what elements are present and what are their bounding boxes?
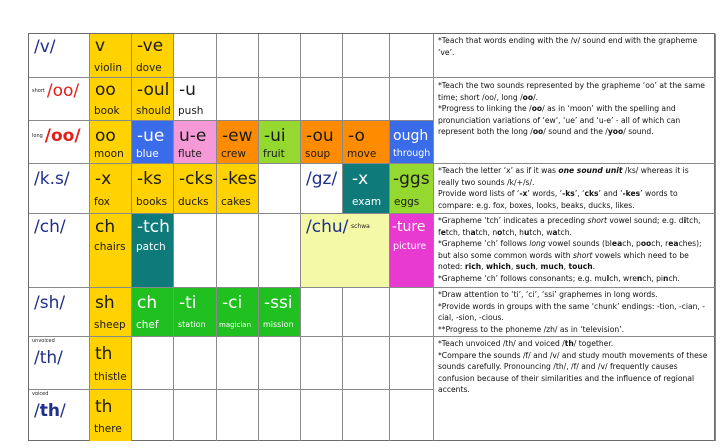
- sound-cell-ks: [29, 164, 90, 214]
- empty-cell: [301, 390, 343, 441]
- sound-label: /ch/: [34, 217, 66, 237]
- example-word: fruit: [263, 148, 285, 160]
- example-word: moon: [94, 148, 124, 160]
- empty-cell: [174, 34, 217, 78]
- example-word: exam: [352, 196, 382, 208]
- empty-cell: [301, 288, 343, 337]
- grapheme-cell: [174, 164, 217, 214]
- teaching-note: *Teach unvoiced /th/ and voiced /th/ together. *Compare the sounds /f/ and /v/ and study mouth movements of these sounds carefully. Pronouncing /th/, /f/ and /v/ frequently causes confusion because of their similarities and the influence of regional accents.: [438, 339, 708, 395]
- grapheme-cell: [174, 78, 217, 121]
- alt-sound-cell: [301, 214, 390, 288]
- empty-cell: [132, 337, 174, 390]
- sound-tag: unvoiced: [32, 338, 55, 344]
- grapheme: sh: [95, 293, 115, 313]
- example-word: ducks: [178, 196, 209, 208]
- sound-cell-sh: [29, 288, 90, 337]
- sound-tag: voiced: [32, 391, 49, 397]
- empty-cell: [301, 78, 343, 121]
- grapheme-cell: [132, 78, 174, 121]
- grapheme: th: [95, 397, 113, 417]
- empty-cell: [259, 164, 301, 214]
- notes-cell: [434, 34, 716, 78]
- grapheme-cell: [90, 164, 132, 214]
- grapheme-cell: [301, 121, 343, 164]
- grapheme: oo: [95, 80, 116, 100]
- grapheme-cell: [217, 288, 259, 337]
- sound-label: /th/: [34, 348, 63, 368]
- sound-cell-th-voiced: [29, 390, 90, 441]
- grapheme-cell: [390, 121, 434, 164]
- example-word: cakes: [221, 196, 251, 208]
- grapheme: th: [95, 344, 113, 364]
- empty-cell: [217, 337, 259, 390]
- empty-cell: [217, 214, 259, 288]
- grapheme: -cks: [179, 169, 214, 189]
- empty-cell: [174, 390, 217, 441]
- grapheme: -ew: [222, 126, 253, 146]
- phoneme-voiced: th: [39, 401, 60, 421]
- grapheme: -ssi: [264, 293, 293, 313]
- sound-tag: short: [32, 88, 45, 94]
- sound-cell-short-oo: [29, 78, 90, 121]
- empty-cell: [343, 288, 390, 337]
- grapheme: ch: [95, 217, 116, 237]
- grapheme: -u: [179, 80, 196, 100]
- empty-cell: [343, 337, 390, 390]
- example-word: chairs: [94, 241, 126, 253]
- phoneme: /oo/: [44, 126, 81, 146]
- grapheme: oo: [95, 126, 116, 146]
- grapheme: -tch: [137, 217, 170, 237]
- empty-cell: [259, 214, 301, 288]
- teaching-note: *Teach the letter ‘x’ as if it was one sound unit /ks/ whereas it is really two sounds /k/+/s/. Provide word lists of ‘-x’ words, ‘-ks’, ‘cks’ and ‘-kes’ words to compare: e.g. fox, boxes, looks, beaks, ducks, likes.: [438, 166, 689, 210]
- example-word: magician: [219, 321, 252, 329]
- example-word: thistle: [94, 371, 127, 383]
- grapheme-cell: [259, 288, 301, 337]
- example-word: there: [94, 423, 122, 435]
- empty-cell: [343, 78, 390, 121]
- empty-cell: [390, 34, 434, 78]
- sound-label: [34, 401, 66, 421]
- alt-sound-label: /gz/: [306, 169, 338, 189]
- alt-sound-label: /chu/: [306, 217, 349, 237]
- grapheme-cell: [90, 34, 132, 78]
- grapheme: ough: [393, 128, 429, 144]
- sound-cell-th-unvoiced: [29, 337, 90, 390]
- grapheme: -ggs: [393, 169, 430, 189]
- grapheme-cell: [343, 164, 390, 214]
- notes-cell: [434, 78, 716, 164]
- grapheme-cell: [90, 288, 132, 337]
- example-word: fox: [94, 196, 111, 208]
- empty-cell: [301, 337, 343, 390]
- grapheme-cell: [132, 121, 174, 164]
- grapheme-cell: [132, 34, 174, 78]
- empty-cell: [217, 390, 259, 441]
- grapheme-cell: [343, 121, 390, 164]
- grapheme-cell: [90, 214, 132, 288]
- empty-cell: [259, 337, 301, 390]
- sound-label: /k.s/: [34, 169, 70, 189]
- grapheme-cell: [132, 164, 174, 214]
- grapheme: -kes: [222, 169, 257, 189]
- notes-cell: [434, 214, 716, 288]
- phoneme: /: [34, 401, 40, 421]
- teaching-note: *Grapheme ‘tch’ indicates a preceding short vowel sound; e.g. ditch, fetch, thatch, notch, hutch, watch. *Grapheme ‘ch’ follows long vowel sounds (bleach, pooch, reaches); but also some common words with short vowels which need to be noted: rich, which, such, much, touch. *Grapheme ‘ch’ follows consonants; e.g. mulch, wrench, pinch.: [438, 216, 702, 283]
- empty-cell: [390, 390, 434, 441]
- empty-cell: [217, 34, 259, 78]
- sound-label: /v/: [34, 37, 56, 57]
- teaching-note: *Teach that words ending with the /v/ sound end with the grapheme ‘ve’.: [438, 36, 698, 57]
- sound-label: /sh/: [34, 293, 66, 313]
- grapheme-cell: [90, 78, 132, 121]
- grapheme: -ti: [179, 293, 197, 313]
- example-word: soup: [305, 148, 331, 160]
- grapheme-cell: [217, 121, 259, 164]
- example-word: push: [178, 105, 204, 117]
- grapheme-cell: [90, 337, 132, 390]
- example-word: books: [136, 196, 168, 208]
- example-word: flute: [178, 148, 202, 160]
- grapheme: -ve: [137, 36, 164, 56]
- example-word: chef: [136, 319, 159, 331]
- notes-cell: [434, 288, 716, 337]
- empty-cell: [259, 78, 301, 121]
- example-word: patch: [136, 241, 166, 253]
- empty-cell: [390, 288, 434, 337]
- teaching-note: *Teach the two sounds represented by the grapheme ‘oo’ at the same time; short /oo/, long /oo/. *Progress to linking the /oo/ as in ‘moon’ with the spelling and pronunciation variations of ‘ew’, ‘ue’ and ‘u-e’ - all of which can represent both the long /oo/ sound and the /yoo/ sound.: [438, 81, 705, 137]
- grapheme: -o: [348, 126, 365, 146]
- sound-label: [32, 126, 81, 146]
- grapheme-cell: [217, 164, 259, 214]
- sound-cell-ch: [29, 214, 90, 288]
- phoneme: /oo/: [46, 81, 80, 101]
- grapheme-cell: [390, 164, 434, 214]
- example-word: mission: [263, 320, 294, 329]
- grapheme: -ture: [392, 219, 426, 235]
- empty-cell: [174, 214, 217, 288]
- example-word: picture: [393, 241, 427, 252]
- grapheme: -ks: [137, 169, 162, 189]
- empty-cell: [174, 337, 217, 390]
- alt-sound-cell: [301, 164, 343, 214]
- grapheme-cell: [132, 288, 174, 337]
- empty-cell: [132, 390, 174, 441]
- example-word: should: [136, 105, 171, 117]
- grapheme-cell: [174, 121, 217, 164]
- teaching-note: *Draw attention to ‘ti’, ‘ci’, ‘ssi’ graphemes in long words. *Provide words in groups with the same ‘chunk’ endings: -tion, -cian, -cial, -sion, -cious. **Progress to the phoneme /zh/ as in ‘television’.: [438, 290, 706, 334]
- notes-cell: [434, 164, 716, 214]
- example-word: sheep: [94, 319, 126, 331]
- grapheme-cell: [90, 121, 132, 164]
- empty-cell: [390, 337, 434, 390]
- empty-cell: [301, 34, 343, 78]
- schwa-note: schwa: [351, 223, 370, 230]
- example-word: blue: [136, 148, 159, 160]
- grapheme: -oul: [137, 80, 170, 100]
- sound-cell-v: [29, 34, 90, 78]
- phonics-grid: [28, 33, 715, 441]
- grapheme: -x: [95, 169, 112, 189]
- grapheme-cell: [390, 214, 434, 288]
- grapheme-cell: [132, 214, 174, 288]
- example-word: book: [94, 105, 120, 117]
- empty-cell: [390, 78, 434, 121]
- grapheme: u-e: [179, 126, 207, 146]
- example-word: move: [347, 148, 377, 160]
- empty-cell: [259, 390, 301, 441]
- phoneme: /: [59, 401, 66, 421]
- empty-cell: [217, 78, 259, 121]
- empty-cell: [343, 34, 390, 78]
- grapheme: ch: [137, 293, 158, 313]
- example-word: crew: [221, 148, 246, 160]
- sound-label: [32, 81, 79, 101]
- grapheme-cell: [90, 390, 132, 441]
- grapheme: v: [95, 36, 106, 56]
- example-word: dove: [136, 62, 162, 74]
- grapheme: -ue: [137, 126, 165, 146]
- sound-tag: long: [32, 133, 43, 139]
- sound-cell-long-oo: [29, 121, 90, 164]
- example-word: through: [393, 148, 431, 159]
- empty-cell: [259, 34, 301, 78]
- grapheme: -ui: [264, 126, 286, 146]
- example-word: eggs: [394, 196, 420, 208]
- empty-cell: [343, 390, 390, 441]
- grapheme: -ci: [222, 293, 243, 313]
- example-word: station: [178, 320, 206, 329]
- grapheme-cell: [174, 288, 217, 337]
- notes-cell: [434, 337, 716, 441]
- grapheme-cell: [259, 121, 301, 164]
- grapheme: -x: [352, 169, 369, 189]
- example-word: violin: [94, 62, 123, 74]
- grapheme: -ou: [306, 126, 334, 146]
